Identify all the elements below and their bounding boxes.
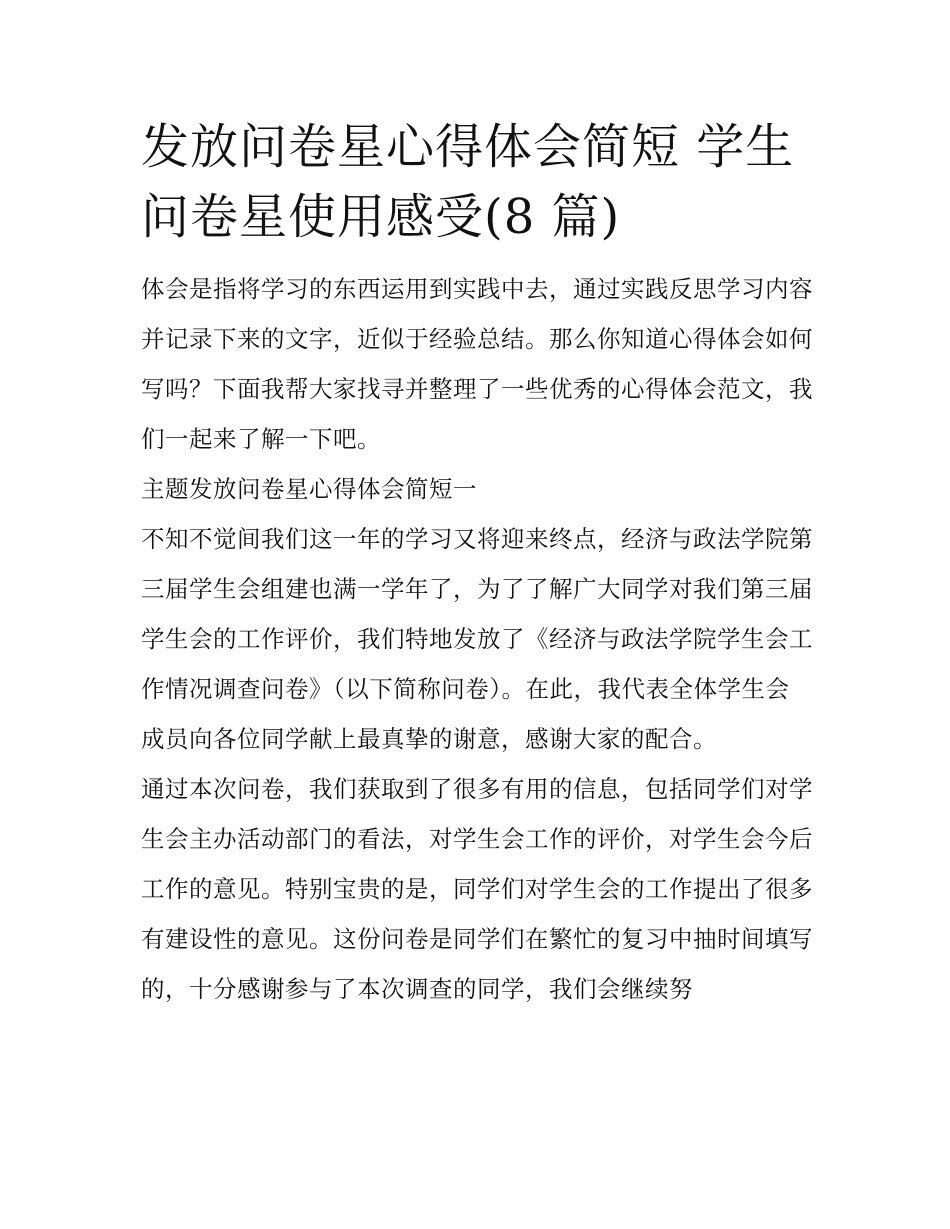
intro-paragraph: 体会是指将学习的东西运用到实践中去，通过实践反思学习内容并记录下来的文字，近似于经验总结。那么你知道心得体会如何写吗？下面我帮大家找寻并整理了一些优秀的心得体会范文，我们一起来了解一下吧。 xyxy=(141,275,813,453)
body-paragraph-2: 通过本次问卷，我们获取到了很多有用的信息，包括同学们对学生会主办活动部门的看法，对学生会工作的评价，对学生会今后工作的意见。特别宝贵的是，同学们对学生会的工作提出了很多有建设性的意见。这份问卷是同学们在繁忙的复习中抽时间填写的，十分感谢参与了本次调查的同学，我们会继续努 xyxy=(141,775,813,1003)
body-paragraph-1: 不知不觉间我们这一年的学习又将迎来终点，经济与政法学院第三届学生会组建也满一学年了，为了了解广大同学对我们第三届学生会的工作评价，我们特地发放了《经济与政法学院学生会工作情况调查问卷》（以下简称问卷）。在此，我代表全体学生会成员向各位同学献上最真挚的谢意，感谢大家的配合。 xyxy=(141,525,813,753)
section-heading: 主题发放问卷星心得体会简短一 xyxy=(141,475,477,503)
document-title: 发放问卷星心得体会简短 学生问卷星使用感受(8 篇) xyxy=(141,119,795,245)
document-page xyxy=(141,112,813,1014)
